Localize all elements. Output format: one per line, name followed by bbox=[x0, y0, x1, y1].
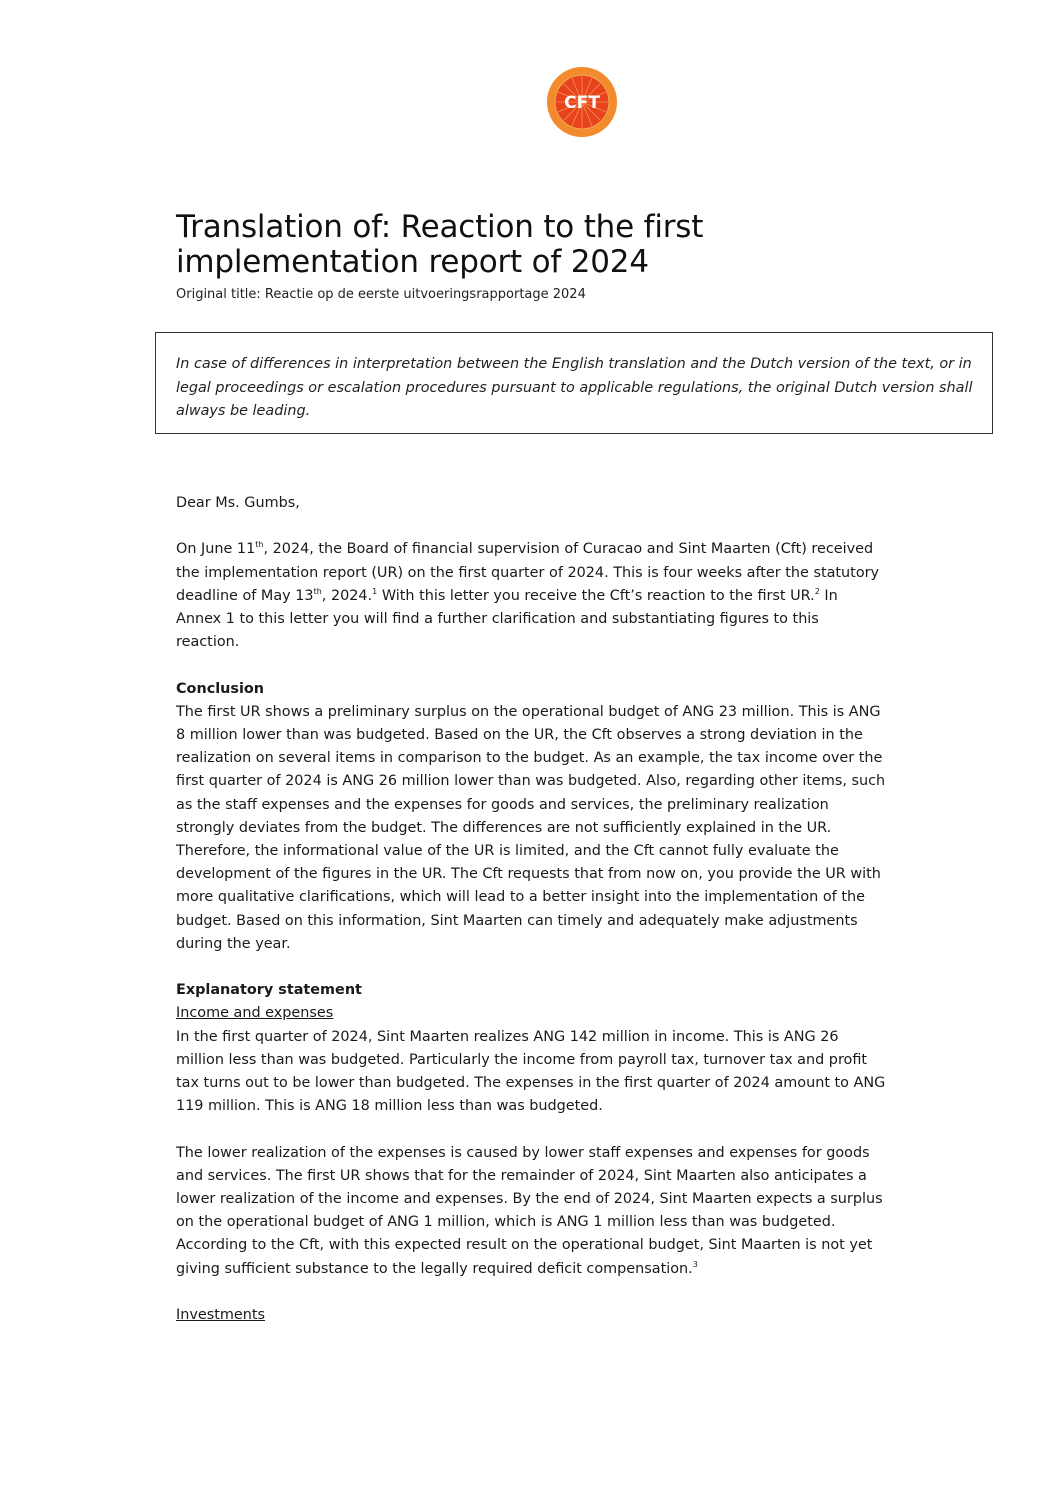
cft-seal-icon bbox=[546, 66, 618, 138]
title-line-2: implementation report of 2024 bbox=[176, 244, 649, 280]
footnote-ref-1[interactable]: 1 bbox=[372, 587, 378, 596]
footnote-ref-3[interactable]: 3 bbox=[692, 1259, 698, 1269]
income-paragraph: In the first quarter of 2024, Sint Maarten realizes ANG 142 million in income. This is ANG 26 million less than was budgeted. Particularly the income from payroll tax, turnover tax and profit tax turns out to be lower than budgeted. The expenses in the first quarter of 2024 amount to ANG 119 million. This is ANG 18 million less than was budgeted. bbox=[176, 1028, 886, 1115]
explanatory-heading: Explanatory statement bbox=[176, 982, 362, 999]
page-title bbox=[176, 210, 876, 280]
footnote-ref-2[interactable]: 2 bbox=[814, 587, 820, 596]
cft-logo bbox=[546, 66, 618, 138]
expenses-paragraph: The lower realization of the expenses is caused by lower staff expenses and expenses for goods and services. The first UR shows that for the remainder of 2024, Sint Maarten also anticipates a lower realization of the income and expenses. By the end of 2024, Sint Maarten expects a surplus on the operational budget of ANG 1 million, which is ANG 1 million less than was budgeted. According to the Cft, with this expected result on the operational budget, Sint Maarten is not yet giving sufficient substance to the legally required deficit compensation.$^3$ bbox=[176, 1144, 883, 1277]
intro-paragraph: On June 11th, 2024, the Board of financial supervision of Curacao and Sint Maarten (Cft) received the implementation report (UR) on the first quarter of 2024. This is four weeks after the statutory deadline of May 13th, 2024.$^1$ With this letter you receive the Cft’s reaction to the first UR.$^2$ In Annex 1 to this letter you will find a further clarification and substantiating figures to this reaction. bbox=[176, 540, 880, 651]
translation-notice-text: In case of differences in interpretation between the English translation and the Dutch version of the text, or in legal proceedings or escalation procedures pursuant to applicable regulations, the original Dutch version shall always be leading. bbox=[176, 356, 973, 419]
translation-notice-box bbox=[155, 332, 993, 434]
letter-body bbox=[176, 492, 886, 1327]
svg-text:CFT: CFT bbox=[564, 93, 600, 113]
income-expenses-subheading: Income and expenses bbox=[176, 1005, 334, 1022]
salutation: Dear Ms. Gumbs, bbox=[176, 495, 300, 511]
conclusion-paragraph: The first UR shows a preliminary surplus on the operational budget of ANG 23 million. This is ANG 8 million lower than was budgeted. Based on the UR, the Cft observes a strong deviation in the realization on several items in comparison to the budget. As an example, the tax income over the first quarter of 2024 is ANG 26 million lower than was budgeted. Also, regarding other items, such as the staff expenses and the expenses for goods and services, the preliminary realization strongly deviates from the budget. The differences are not sufficiently explained in the UR. Therefore, the informational value of the UR is limited, and the Cft cannot fully evaluate the development of the figures in the UR. The Cft requests that from now on, you provide the UR with more qualitative clarifications, which will lead to a better insight into the implementation of the budget. Based on this information, Sint Maarten can timely and adequately make adjustments during the year. bbox=[176, 703, 886, 952]
investments-subheading: Investments bbox=[176, 1307, 266, 1324]
original-title: Original title: Reactie op de eerste uitvoeringsrapportage 2024 bbox=[176, 287, 586, 302]
title-line-1: Translation of: Reaction to the first bbox=[176, 209, 704, 245]
conclusion-heading: Conclusion bbox=[176, 680, 265, 697]
